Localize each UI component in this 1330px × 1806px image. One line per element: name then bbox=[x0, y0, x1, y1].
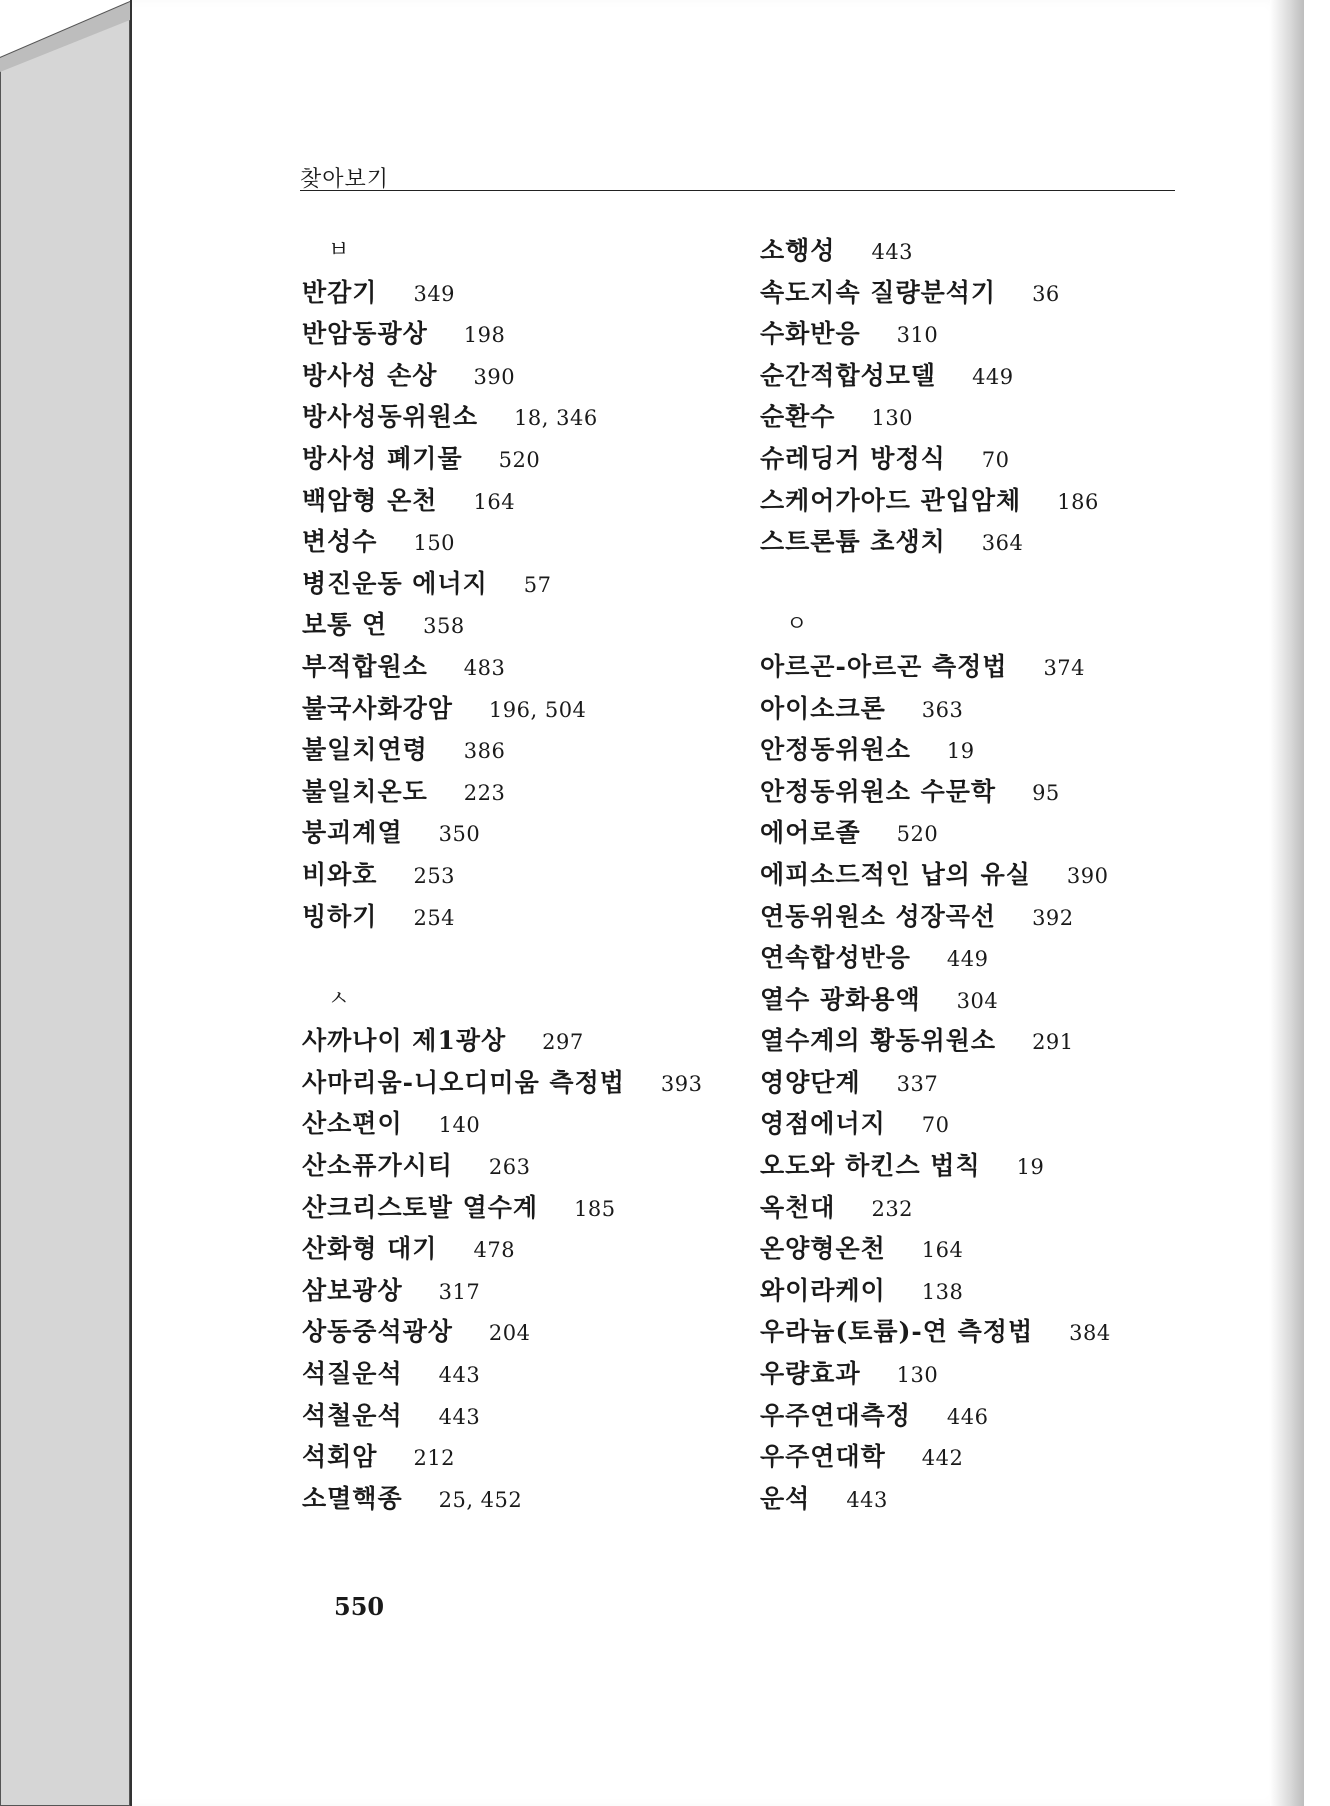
running-header-title: 찾아보기 bbox=[300, 167, 390, 192]
index-term: 오도와 하킨스 법칙 bbox=[760, 1151, 981, 1181]
index-term: 반감기 bbox=[302, 277, 378, 307]
index-page-refs: 19 bbox=[1016, 1155, 1045, 1180]
index-term: 방사성 손상 bbox=[302, 360, 438, 390]
index-page-refs: 392 bbox=[1032, 905, 1074, 930]
index-entry bbox=[302, 1020, 742, 1062]
index-page-refs: 449 bbox=[946, 947, 989, 972]
index-term: 열수 광화용액 bbox=[760, 984, 921, 1014]
index-entry bbox=[302, 521, 742, 563]
index-page-refs: 95 bbox=[1032, 780, 1060, 805]
index-term: 반암동광상 bbox=[302, 319, 428, 349]
index-page-refs: 186 bbox=[1057, 489, 1099, 514]
index-term: 빙하기 bbox=[302, 901, 378, 931]
index-page-refs: 130 bbox=[896, 1363, 939, 1388]
index-entry bbox=[760, 313, 1200, 355]
index-entry bbox=[302, 396, 742, 438]
index-page-refs: 25, 452 bbox=[438, 1487, 523, 1512]
index-entry bbox=[760, 1187, 1200, 1229]
index-term: 보통 연 bbox=[302, 610, 388, 640]
index-entry bbox=[760, 771, 1200, 813]
index-page-refs: 446 bbox=[946, 1404, 989, 1429]
index-term: 열수계의 황동위원소 bbox=[760, 1026, 997, 1056]
index-term: 우라늄(토륨)-연 측정법 bbox=[760, 1317, 1034, 1347]
header-rule bbox=[300, 190, 1175, 191]
index-entry bbox=[302, 563, 742, 605]
index-entry bbox=[760, 1270, 1200, 1312]
index-term: 우주연대측정 bbox=[760, 1400, 911, 1430]
index-entry bbox=[302, 604, 742, 646]
index-term: 상동중석광상 bbox=[302, 1317, 453, 1347]
index-page-refs: 310 bbox=[896, 323, 939, 348]
index-entry bbox=[302, 1103, 742, 1145]
index-page-refs: 263 bbox=[488, 1155, 531, 1180]
index-page-refs: 337 bbox=[896, 1071, 939, 1096]
section-spacer bbox=[302, 937, 742, 979]
section-letter: ㅇ bbox=[786, 612, 808, 638]
index-term: 붕괴계열 bbox=[302, 818, 403, 848]
index-entry bbox=[760, 688, 1200, 730]
index-entry bbox=[760, 854, 1200, 896]
index-entry bbox=[302, 313, 742, 355]
index-term: 아이소크론 bbox=[760, 693, 886, 723]
index-term: 산크리스토발 열수계 bbox=[302, 1192, 539, 1222]
index-entry bbox=[760, 1228, 1200, 1270]
index-term: 사까나이 제1광상 bbox=[302, 1026, 507, 1056]
index-entry bbox=[302, 272, 742, 314]
index-page-refs: 390 bbox=[473, 364, 516, 389]
index-term: 비와호 bbox=[302, 859, 378, 889]
index-term: 속도지속 질량분석기 bbox=[760, 277, 997, 307]
index-page-refs: 297 bbox=[542, 1030, 584, 1055]
index-page-refs: 70 bbox=[921, 1113, 950, 1138]
index-entry bbox=[302, 1478, 742, 1520]
index-term: 불국사화강암 bbox=[302, 693, 453, 723]
index-entry bbox=[302, 688, 742, 730]
page-edge-shadow bbox=[1270, 0, 1304, 1806]
index-page-refs: 212 bbox=[413, 1446, 456, 1471]
index-term: 산화형 대기 bbox=[302, 1234, 438, 1264]
index-term: 스케어가아드 관입암체 bbox=[760, 485, 1022, 515]
section-spacer bbox=[760, 563, 1200, 605]
index-entry bbox=[302, 729, 742, 771]
index-page-refs: 374 bbox=[1043, 655, 1086, 680]
index-entry bbox=[302, 1145, 742, 1187]
index-entry bbox=[302, 1311, 742, 1353]
index-page-refs: 443 bbox=[846, 1487, 888, 1512]
index-page-refs: 57 bbox=[523, 572, 552, 597]
index-page-refs: 364 bbox=[981, 531, 1024, 556]
index-term: 부적합원소 bbox=[302, 651, 428, 681]
index-entry bbox=[760, 396, 1200, 438]
index-term: 슈레딩거 방정식 bbox=[760, 443, 946, 473]
index-page-refs: 223 bbox=[463, 780, 506, 805]
index-term: 스트론튬 초생치 bbox=[760, 527, 946, 557]
index-entry bbox=[760, 480, 1200, 522]
index-term: 방사성동위원소 bbox=[302, 402, 479, 432]
index-page-refs: 150 bbox=[413, 531, 456, 556]
index-page-refs: 204 bbox=[488, 1321, 531, 1346]
index-term: 운석 bbox=[760, 1483, 811, 1513]
index-term: 산소퓨가시티 bbox=[302, 1151, 453, 1181]
index-entry bbox=[302, 771, 742, 813]
index-entry bbox=[302, 812, 742, 854]
index-page-refs: 196, 504 bbox=[488, 697, 587, 722]
index-term: 소멸핵종 bbox=[302, 1483, 403, 1513]
section-letter: ㅅ bbox=[328, 986, 350, 1012]
index-term: 에피소드적인 납의 유실 bbox=[760, 859, 1031, 889]
index-term: 사마리움-니오디미움 측정법 bbox=[302, 1067, 625, 1097]
index-page-refs: 291 bbox=[1032, 1030, 1074, 1055]
index-entry bbox=[302, 896, 742, 938]
index-term: 와이라케이 bbox=[760, 1275, 886, 1305]
index-entry bbox=[760, 1103, 1200, 1145]
index-entry bbox=[760, 1311, 1200, 1353]
index-term: 연속합성반응 bbox=[760, 943, 911, 973]
page-number: 550 bbox=[334, 1592, 385, 1621]
index-entry bbox=[760, 355, 1200, 397]
index-page-refs: 232 bbox=[871, 1196, 914, 1221]
index-entry bbox=[760, 646, 1200, 688]
index-entry bbox=[760, 1353, 1200, 1395]
index-entry bbox=[760, 230, 1200, 272]
index-page-refs: 130 bbox=[871, 406, 914, 431]
index-term: 방사성 폐기물 bbox=[302, 443, 463, 473]
index-page-refs: 443 bbox=[871, 240, 914, 264]
index-entry bbox=[302, 355, 742, 397]
index-entry bbox=[760, 896, 1200, 938]
index-page-refs: 520 bbox=[498, 447, 541, 472]
index-term: 석질운석 bbox=[302, 1359, 403, 1389]
index-entry bbox=[760, 979, 1200, 1021]
index-term: 삼보광상 bbox=[302, 1275, 403, 1305]
index-page-refs: 349 bbox=[413, 281, 456, 306]
index-term: 불일치연령 bbox=[302, 735, 428, 765]
index-page-refs: 198 bbox=[463, 323, 506, 348]
index-term: 안정동위원소 수문학 bbox=[760, 776, 997, 806]
index-term: 영점에너지 bbox=[760, 1109, 886, 1139]
index-term: 석회암 bbox=[302, 1442, 378, 1472]
index-page-refs: 443 bbox=[438, 1404, 481, 1429]
section-letter: ㅂ bbox=[328, 238, 350, 263]
index-entry bbox=[760, 1062, 1200, 1104]
index-term: 옥천대 bbox=[760, 1192, 836, 1222]
index-entry bbox=[302, 1395, 742, 1437]
index-entry bbox=[302, 1062, 742, 1104]
index-entry bbox=[760, 1020, 1200, 1062]
index-page-refs: 520 bbox=[896, 822, 939, 847]
index-term: 온양형온천 bbox=[760, 1234, 886, 1264]
index-page-refs: 254 bbox=[413, 905, 456, 930]
index-page-refs: 478 bbox=[473, 1238, 516, 1263]
index-entry bbox=[760, 1478, 1200, 1520]
index-page-refs: 18, 346 bbox=[514, 406, 598, 431]
index-page-refs: 384 bbox=[1069, 1321, 1111, 1346]
index-term: 순간적합성모델 bbox=[760, 360, 937, 390]
index-term: 불일치온도 bbox=[302, 776, 428, 806]
index-page-refs: 185 bbox=[574, 1196, 616, 1221]
index-page-refs: 36 bbox=[1032, 281, 1060, 306]
index-term: 연동위원소 성장곡선 bbox=[760, 901, 997, 931]
index-entry bbox=[302, 646, 742, 688]
index-entry bbox=[302, 480, 742, 522]
index-entry bbox=[760, 521, 1200, 563]
index-column-right bbox=[760, 230, 1200, 1519]
index-entry bbox=[302, 1353, 742, 1395]
index-column-left bbox=[302, 230, 742, 1519]
index-page-refs: 138 bbox=[921, 1279, 964, 1304]
index-page-refs: 253 bbox=[413, 863, 456, 888]
index-entry bbox=[760, 1436, 1200, 1478]
index-page-refs: 393 bbox=[660, 1071, 703, 1096]
index-page-refs: 483 bbox=[463, 655, 506, 680]
index-term: 변성수 bbox=[302, 527, 378, 557]
index-page-refs: 70 bbox=[981, 447, 1010, 472]
index-term: 우량효과 bbox=[760, 1359, 861, 1389]
index-entry bbox=[760, 1395, 1200, 1437]
index-term: 에어로졸 bbox=[760, 818, 861, 848]
index-page-refs: 449 bbox=[972, 364, 1014, 389]
index-page-refs: 363 bbox=[921, 697, 964, 722]
index-entry bbox=[760, 729, 1200, 771]
index-term: 산소편이 bbox=[302, 1109, 403, 1139]
index-entry bbox=[760, 438, 1200, 480]
index-page-refs: 386 bbox=[463, 739, 506, 764]
index-entry bbox=[302, 1187, 742, 1229]
index-page-refs: 358 bbox=[423, 614, 465, 639]
index-page-refs: 19 bbox=[946, 739, 975, 764]
index-page-refs: 350 bbox=[438, 822, 481, 847]
index-term: 안정동위원소 bbox=[760, 735, 911, 765]
index-page-refs: 317 bbox=[438, 1279, 481, 1304]
index-term: 소행성 bbox=[760, 236, 836, 265]
index-entry bbox=[760, 812, 1200, 854]
index-page-refs: 443 bbox=[438, 1363, 481, 1388]
index-page-refs: 140 bbox=[438, 1113, 481, 1138]
index-entry bbox=[302, 1228, 742, 1270]
index-entry bbox=[302, 438, 742, 480]
index-entry bbox=[760, 937, 1200, 979]
index-term: 우주연대학 bbox=[760, 1442, 886, 1472]
index-entry bbox=[302, 1270, 742, 1312]
index-term: 영양단계 bbox=[760, 1067, 861, 1097]
index-entry bbox=[760, 272, 1200, 314]
index-page-refs: 304 bbox=[956, 988, 999, 1013]
index-term: 순환수 bbox=[760, 402, 836, 432]
index-term: 아르곤-아르곤 측정법 bbox=[760, 651, 1008, 681]
index-entry bbox=[302, 1436, 742, 1478]
index-term: 수화반응 bbox=[760, 319, 861, 349]
index-page-refs: 390 bbox=[1066, 863, 1109, 888]
index-page-refs: 164 bbox=[921, 1238, 964, 1263]
index-term: 병진운동 에너지 bbox=[302, 568, 488, 598]
index-page-refs: 164 bbox=[473, 489, 516, 514]
index-page-refs: 442 bbox=[921, 1446, 964, 1471]
index-entry bbox=[760, 1145, 1200, 1187]
index-entry bbox=[302, 854, 742, 896]
index-term: 백암형 온천 bbox=[302, 485, 438, 515]
index-term: 석철운석 bbox=[302, 1400, 403, 1430]
